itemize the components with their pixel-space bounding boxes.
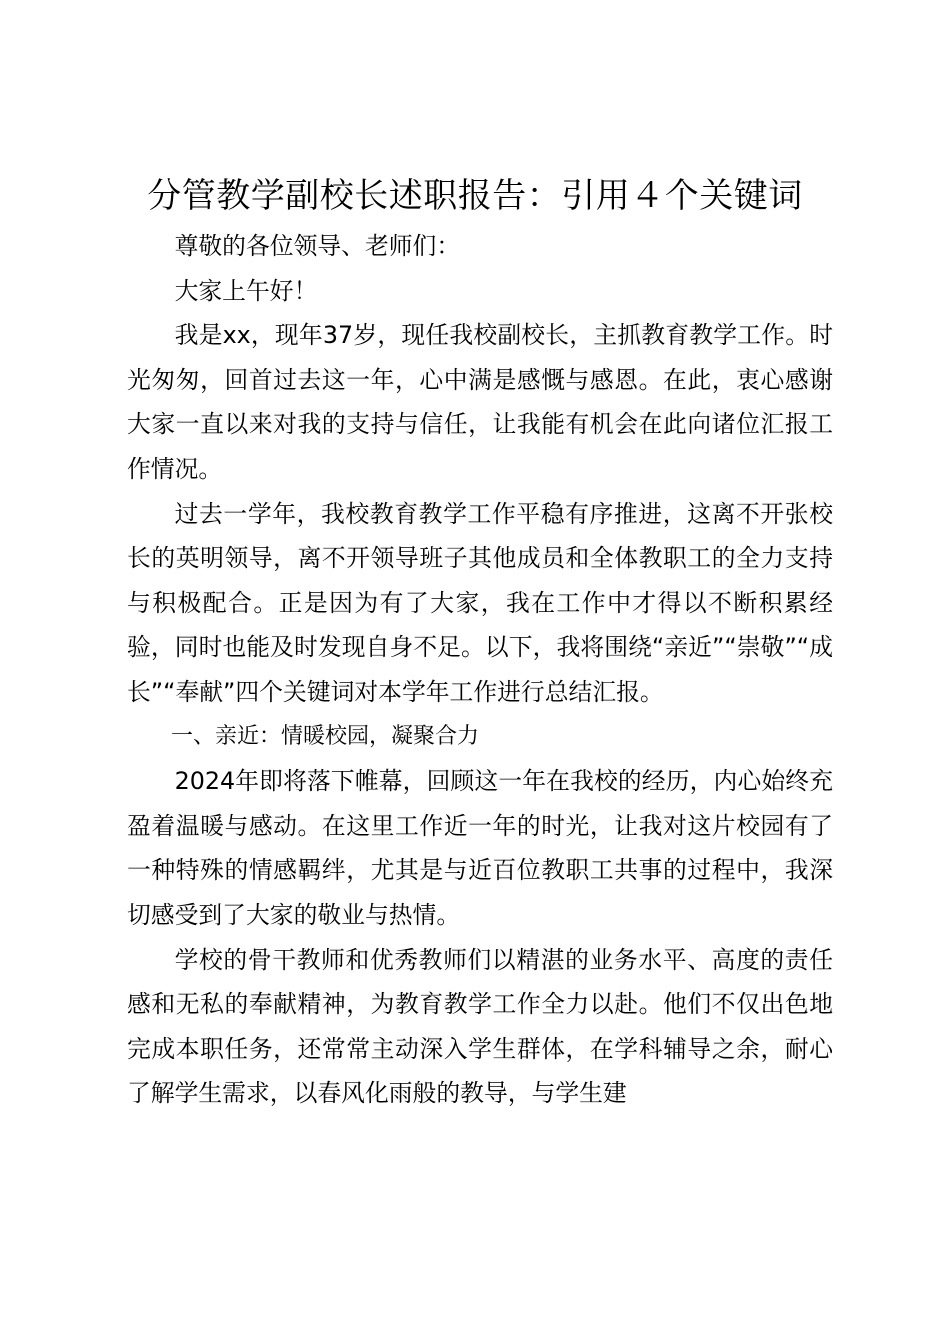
document-body (127, 224, 833, 1116)
greeting: 尊敬的各位领导、老师们： (174, 232, 461, 260)
paragraph-section1-1: 2024年即将落下帷幕，回顾这一年在我校的经历，内心始终充盈着温暖与感动。在这里工作近一年的时光，让我对这片校园有了一种特殊的情感羁绊，尤其是与近百位教职工共事的过程中，我深切感受到了大家的敬业与热情。 (127, 767, 833, 929)
document-title: 分管教学副校长述职报告：引用４个关键词 (147, 176, 803, 216)
paragraph-intro-2: 过去一学年，我校教育教学工作平稳有序推进，这离不开张校长的英明领导，离不开领导班子其他成员和全体教职工的全力支持与积极配合。正是因为有了大家，我在工作中才得以不断积累经验，同时也能及时发现自身不足。以下，我将围绕“亲近”“崇敬”“成长”“奉献”四个关键词对本学年工作进行总结汇报。 (127, 499, 833, 706)
paragraph-intro-1: 我是xx，现年37岁，现任我校副校长，主抓教育教学工作。时光匆匆，回首过去这一年，心中满是感慨与感恩。在此，衷心感谢大家一直以来对我的支持与信任，让我能有机会在此向诸位汇报工作情况。 (127, 321, 833, 483)
salutation: 大家上午好！ (174, 276, 318, 305)
paragraph-section1-2: 学校的骨干教师和优秀教师们以精湛的业务水平、高度的责任感和无私的奉献精神，为教育教学工作全力以赴。他们不仅出色地完成本职任务，还常常主动深入学生群体，在学科辅导之余，耐心了解学生需求，以春风化雨般的教导，与学生建 (127, 945, 833, 1108)
section-heading-1: 一、亲近：情暖校园，凝聚合力 (171, 723, 480, 749)
